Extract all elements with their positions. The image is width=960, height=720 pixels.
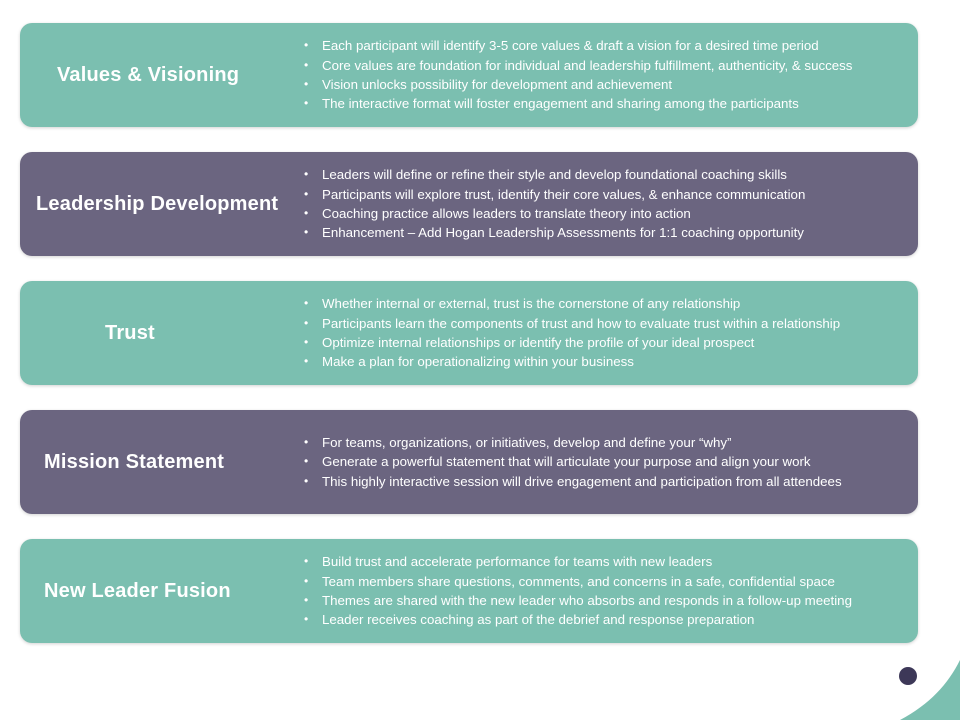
bullet-list [304,539,852,643]
bullet-item: • Optimize internal relationships or identify the profile of your ideal prospect [304,333,840,352]
section-title: Leadership Development [36,192,279,215]
bullet-item: • Vision unlocks possibility for development and achievement [304,75,852,94]
section-card-trust [20,281,918,385]
bullet-list [304,23,852,127]
bullet-item: • Enhancement – Add Hogan Leadership Assessments for 1:1 coaching opportunity [304,223,805,242]
bullet-item: • Each participant will identify 3-5 core values & draft a vision for a desired time period [304,36,852,55]
section-title: Mission Statement [44,450,225,473]
bullet-item: • Coaching practice allows leaders to translate theory into action [304,204,805,223]
bullet-item: • Participants will explore trust, identify their core values, & enhance communication [304,185,805,204]
bullet-list [304,410,842,514]
bullet-item: • For teams, organizations, or initiatives, develop and define your “why” [304,433,842,452]
section-card-leadership-development [20,152,918,256]
bullet-item: • Generate a powerful statement that will articulate your purpose and align your work [304,452,842,471]
bullet-item: • Participants learn the components of trust and how to evaluate trust within a relationship [304,314,840,333]
bullet-list [304,281,840,385]
section-card-values-visioning [20,23,918,127]
section-card-mission-statement [20,410,918,514]
bullet-item: • Whether internal or external, trust is the cornerstone of any relationship [304,294,840,313]
bullet-item: • This highly interactive session will drive engagement and participation from all attendees [304,472,842,491]
bullet-item: • Build trust and accelerate performance for teams with new leaders [304,552,852,571]
section-title: Values & Visioning [57,63,240,86]
bullet-item: • Leaders will define or refine their style and develop foundational coaching skills [304,165,805,184]
section-title: Trust [105,321,155,344]
section-title: New Leader Fusion [44,579,231,602]
section-card-new-leader-fusion [20,539,918,643]
bullet-item: • The interactive format will foster engagement and sharing among the participants [304,94,852,113]
decorative-corner-shape [900,660,960,720]
bullet-list [304,152,805,256]
bullet-item: • Leader receives coaching as part of the debrief and response preparation [304,610,852,629]
bullet-item: • Themes are shared with the new leader who absorbs and responds in a follow-up meeting [304,591,852,610]
bullet-item: • Team members share questions, comments, and concerns in a safe, confidential space [304,572,852,591]
bullet-item: • Make a plan for operationalizing within your business [304,352,840,371]
bullet-item: • Core values are foundation for individual and leadership fulfillment, authenticity, & success [304,56,852,75]
